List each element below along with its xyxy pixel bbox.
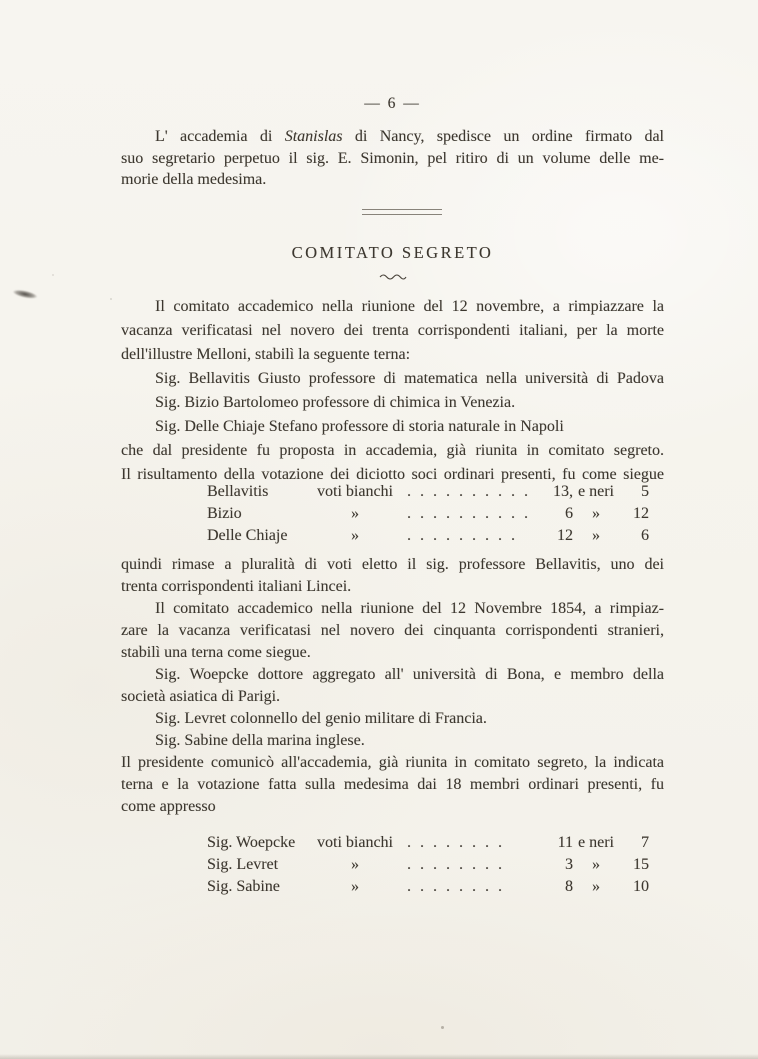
vote-separator: e neri <box>578 483 614 500</box>
vote-row <box>207 854 649 876</box>
votes-black: 6 <box>641 527 649 544</box>
paragraph-corrispondenti-stranieri <box>121 554 664 818</box>
vote-candidate: Delle Chiaje <box>207 527 288 544</box>
text-run: di Nancy, spedisce un ordine firmato dal <box>342 128 664 145</box>
text-run: L' accademia di <box>155 128 285 145</box>
vote-row <box>207 876 649 898</box>
text-line: stabilì una terna come siegue. <box>121 644 311 661</box>
votes-white: 6 <box>565 505 573 522</box>
vote-candidate: Bellavitis <box>207 483 269 500</box>
italic-text: Stanislas <box>284 128 343 145</box>
votes-white: 3 <box>565 856 573 873</box>
text-line: Il presidente comunicò all'accademia, già riunita in comitato segreto, la indicata <box>121 754 664 771</box>
votes-black: 12 <box>633 505 649 522</box>
text-line: dell'illustre Melloni, stabilì la seguente terna: <box>121 346 411 363</box>
text-line: Il risultamento della votazione dei diciotto soci ordinari presenti, fu come siegue <box>121 466 664 483</box>
votes-white: 12 <box>557 527 573 544</box>
votes-black: 10 <box>633 878 649 895</box>
vote-label: » <box>351 527 359 544</box>
vote-table-stranieri <box>207 832 649 898</box>
page-bottom-edge <box>0 1054 758 1059</box>
vote-separator: » <box>592 878 600 895</box>
text-line: Sig. Bizio Bartolomeo professore di chimica in Venezia. <box>155 394 516 411</box>
text-line: terna e la votazione fatta sulla medesima dai 18 membri ordinari presenti, fu <box>121 776 664 793</box>
dot-leader: . . . . . . . . <box>407 834 505 851</box>
text-line: società asiatica di Parigi. <box>121 688 281 705</box>
vote-label: voti bianchi <box>317 483 393 500</box>
dot-leader: . . . . . . . . <box>407 856 505 873</box>
vote-row <box>207 503 649 525</box>
dot-leader: . . . . . . . . <box>407 878 505 895</box>
votes-black: 5 <box>641 483 649 500</box>
dot-leader: . . . . . . . . . . <box>407 505 531 522</box>
votes-white: 8 <box>565 878 573 895</box>
paper-speck <box>110 298 112 300</box>
vote-row <box>207 525 649 547</box>
text-line: quindi rimase a pluralità di voti eletto il sig. professore Bellavitis, uno dei <box>121 556 664 573</box>
vote-separator: » <box>592 527 600 544</box>
text-line: Il comitato accademico nella riunione del 12 Novembre 1854, a rimpiaz- <box>155 600 664 617</box>
folio-number: — 6 — <box>364 95 421 112</box>
text-line: zare la vacanza verificatasi nel novero dei cinquanta corrispondenti stranieri, <box>121 622 664 639</box>
dot-leader: . . . . . . . . . . <box>407 483 531 500</box>
vote-label: » <box>351 505 359 522</box>
intro-paragraph <box>121 126 664 191</box>
squiggle-ornament <box>121 271 664 281</box>
vote-separator: e neri <box>578 834 614 851</box>
text-line: che dal presidente fu proposta in accademia, già riunita in comitato segreto. <box>121 442 664 459</box>
text-line: vacanza verificatasi nel novero dei trenta corrispondenti italiani, per la morte <box>121 322 664 339</box>
text-line: Sig. Delle Chiaje Stefano professore di storia naturale in Napoli <box>155 418 564 435</box>
text-line: trenta corrispondenti italiani Lincei. <box>121 578 352 595</box>
paper-speck <box>441 1026 444 1029</box>
votes-black: 7 <box>641 834 649 851</box>
votes-black: 15 <box>633 856 649 873</box>
paper-speck <box>52 274 54 276</box>
votes-white: 13, <box>553 483 573 500</box>
section-title: COMITATO SEGRETO <box>291 243 494 262</box>
section-divider-double-rule <box>362 209 442 215</box>
text-line: Sig. Levret colonnello del genio militare di Francia. <box>155 710 487 727</box>
ink-smudge <box>12 286 40 301</box>
votes-white: 11 <box>557 834 573 851</box>
text-line: Il comitato accademico nella riunione del 12 novembre, a rimpiazzare la <box>155 298 664 315</box>
text-line: Sig. Bellavitis Giusto professore di matematica nella università di Padova <box>155 370 664 387</box>
text-line: Sig. Sabine della marina inglese. <box>155 732 365 749</box>
text-line: Sig. Woepcke dottore aggregato all' università di Bona, e membro della <box>155 666 664 683</box>
wavy-line-icon <box>379 272 407 281</box>
paragraph-corrispondenti-italiani <box>121 295 664 487</box>
text-line <box>121 126 664 148</box>
vote-label: voti bianchi <box>317 834 393 851</box>
vote-table-italiani <box>207 481 649 547</box>
vote-candidate: Sig. Sabine <box>207 878 280 895</box>
dot-leader: . . . . . . . . . <box>407 527 518 544</box>
vote-candidate: Bizio <box>207 505 242 522</box>
text-line: suo segretario perpetuo il sig. E. Simonin, pel ritiro di un volume delle me- <box>121 149 664 167</box>
vote-row <box>207 832 649 854</box>
text-line: come appresso <box>121 798 216 815</box>
vote-label: » <box>351 856 359 873</box>
vote-row <box>207 481 649 503</box>
text-line: morie della medesima. <box>121 171 267 188</box>
vote-label: » <box>351 878 359 895</box>
vote-candidate: Sig. Woepcke <box>207 834 296 851</box>
vote-candidate: Sig. Levret <box>207 856 279 873</box>
vote-separator: » <box>592 856 600 873</box>
vote-separator: » <box>592 505 600 522</box>
